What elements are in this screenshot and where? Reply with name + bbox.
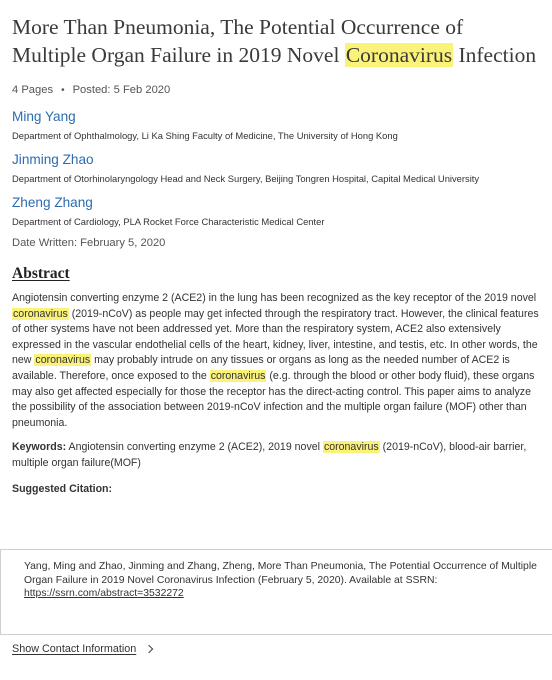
abstract-segment: (2019-nCoV) as people may get infected through the respiratory tract. However, the clinical features of other systems have not been addressed yet. More than the respiratory system, ACE2 also extensively expressed in the vascular endothelial cells of the heart, kidney, liver, intestine, and testis, etc. In other words, the new: [12, 307, 539, 367]
paper-meta: [12, 84, 552, 96]
author-affiliation: Department of Cardiology, PLA Rocket Force Characteristic Medical Center: [12, 216, 325, 227]
paper-page: [12, 14, 552, 495]
title-text: More Than Pneumonia, The Potential Occurrence of Multiple Organ Failure in 2019 Novel: [12, 15, 464, 67]
suggested-citation-label: Suggested Citation:: [12, 482, 113, 495]
keywords-segment: Angiotensin converting enzyme 2 (ACE2), 2019 novel: [66, 441, 323, 454]
date-written: Date Written: February 5, 2020: [12, 237, 166, 249]
citation-text: Yang, Ming and Zhao, Jinming and Zhang, Zheng, More Than Pneumonia, The Potential Occurrence of Multiple Organ Failure in 2019 Novel Coronavirus Infection (February 5, 2020). Available at SSRN:: [24, 561, 537, 586]
abstract-segment: Angiotensin converting enzyme 2 (ACE2) in the lung has been recognized as the key receptor of the 2019 novel: [12, 292, 537, 304]
abstract-text: [12, 291, 547, 431]
posted-date: Posted: 5 Feb 2020: [72, 84, 171, 96]
page-count: 4 Pages: [12, 84, 54, 96]
author-item: [12, 108, 552, 142]
author-item: [12, 194, 552, 228]
author-link-jinming-zhao[interactable]: Jinming Zhao: [12, 152, 94, 167]
author-item: [12, 151, 552, 185]
abstract-heading: Abstract: [12, 265, 70, 282]
keywords-highlight: coronavirus: [323, 441, 379, 454]
abstract-segment: may probably intrude on any tissues or organs as long as the needed number of ACE2 is available. Therefore, once exposed to the: [12, 354, 510, 382]
author-list: [12, 108, 552, 228]
keywords: [12, 440, 547, 471]
author-affiliation: Department of Ophthalmology, Li Ka Shing Faculty of Medicine, The University of Hong Kong: [12, 130, 398, 141]
author-link-zheng-zhang[interactable]: Zheng Zhang: [12, 195, 93, 210]
abstract-highlight: coronavirus: [35, 354, 91, 367]
paper-title: [12, 14, 542, 69]
author-affiliation: Department of Otorhinolaryngology Head and Neck Surgery, Beijing Tongren Hospital, Capital Medical University: [12, 173, 480, 184]
show-contact-label: Show Contact Information: [12, 643, 137, 655]
title-highlight: Coronavirus: [345, 42, 453, 67]
abstract-highlight: coronavirus: [13, 307, 68, 320]
abstract-segment: (e.g. through the blood or other body fluid), these organs may also get affected especially for those the receptor has the direct-acting control. This paper aims to analyze the possibility of the association between 2019-nCoV infection and the multiple organ failure (MOF) other than pneumonia.: [12, 369, 535, 429]
keywords-segment: (2019-nCoV), blood-air barrier, multiple organ failure(MOF): [12, 441, 527, 469]
ssrn-link[interactable]: https://ssrn.com/abstract=3532272: [24, 588, 184, 600]
show-contact-button[interactable]: [12, 643, 152, 655]
abstract-highlight: coronavirus: [210, 369, 266, 382]
keywords-label: Keywords:: [12, 441, 67, 454]
chevron-right-icon: [145, 645, 153, 653]
meta-separator: •: [61, 84, 65, 96]
title-text-end: Infection: [453, 42, 537, 67]
author-link-ming-yang[interactable]: Ming Yang: [12, 109, 76, 124]
citation-box: [0, 549, 552, 635]
